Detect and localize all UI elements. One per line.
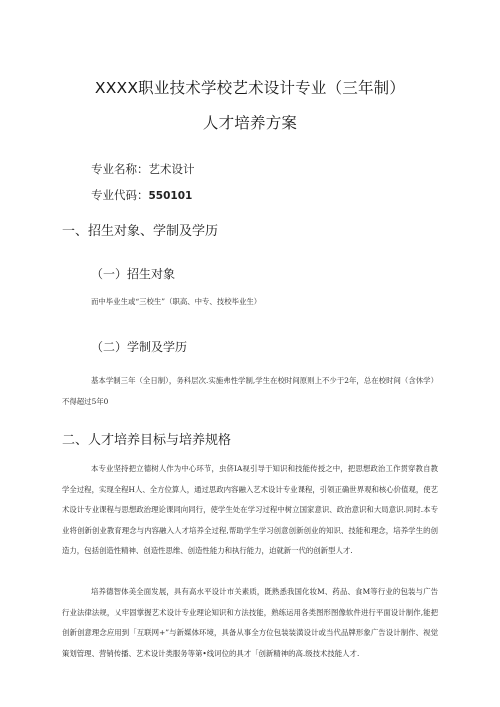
section1-sub1-heading: （一）招生对象 <box>91 267 176 281</box>
section1-sub1-text: 而中毕业生或“三校生”（职高、中专、技校毕业生） <box>91 297 262 306</box>
major-code-value: 550101 <box>148 190 193 202</box>
major-name-value: 艺术设计 <box>148 162 195 176</box>
section1-sub2-text: 基本学制三年（全日制），务科层次.实施弗性学制,学生在校时间原则上不少于2年，总在校时间（含休学）不得超过5年0 <box>62 376 438 406</box>
section1-sub2-heading: （二）学制及学历 <box>91 340 188 354</box>
document-title-line2: 人才培养方案 <box>202 114 298 132</box>
major-name-label: 专业名称： <box>91 162 149 176</box>
major-name-row <box>91 161 195 177</box>
major-code-label: 专业代码： <box>91 188 149 202</box>
major-code-row <box>91 187 192 203</box>
section1-heading: 一、招生对象、学制及学历 <box>62 224 219 239</box>
section2-heading: 二、人才培养目标与培养规格 <box>62 433 232 448</box>
document-title-line1: XXXX职业技术学校艺术设计专业（三年制） <box>94 79 406 97</box>
section2-paragraph-2: 培养德智体美全面发展，具有高水平设计市关素质，既熟悉我国化妆M、药品、食M等行业的包装与广告行业法律法规，乂牢固掌握艺术设计专业理论知识和方法技能，熟练运用各类图形图像软件进行平面设计制作,能把创新创意理念应用到「互联网+”与新媒体环境，具备从事全方位包装装潢设计或当代品牌形象广告设计制作、视觉策划管理、营销传播、艺术设计类服务等第•线诃位的具才「创新精神的高.级技术技能人才. <box>62 587 438 658</box>
section2-paragraph-1: 本专业坚持把立德树人作为中心环节，虫侪IA视引导于知识和技能传授之中，把思想政治工作贯穿教自教学全过程，实现全程H人、全方位算人，通过思政内容融入艺术设计专业课程，引领正确世界观和核心价值观，使艺术设计专业课程与思想政治理论课同向同行，使学生处在学习过程中树立国家意识、政治意识和大局意识.同时.本专业将创新创业教育理念与内容融入人才培养全过程,帮助学生学习创意创新创业的知识、技能和理念，培养学生的创造力，包括创造性精神、创造性思维、创造性能力和执行能力，迫就新一代的创新型人才. <box>62 464 438 556</box>
